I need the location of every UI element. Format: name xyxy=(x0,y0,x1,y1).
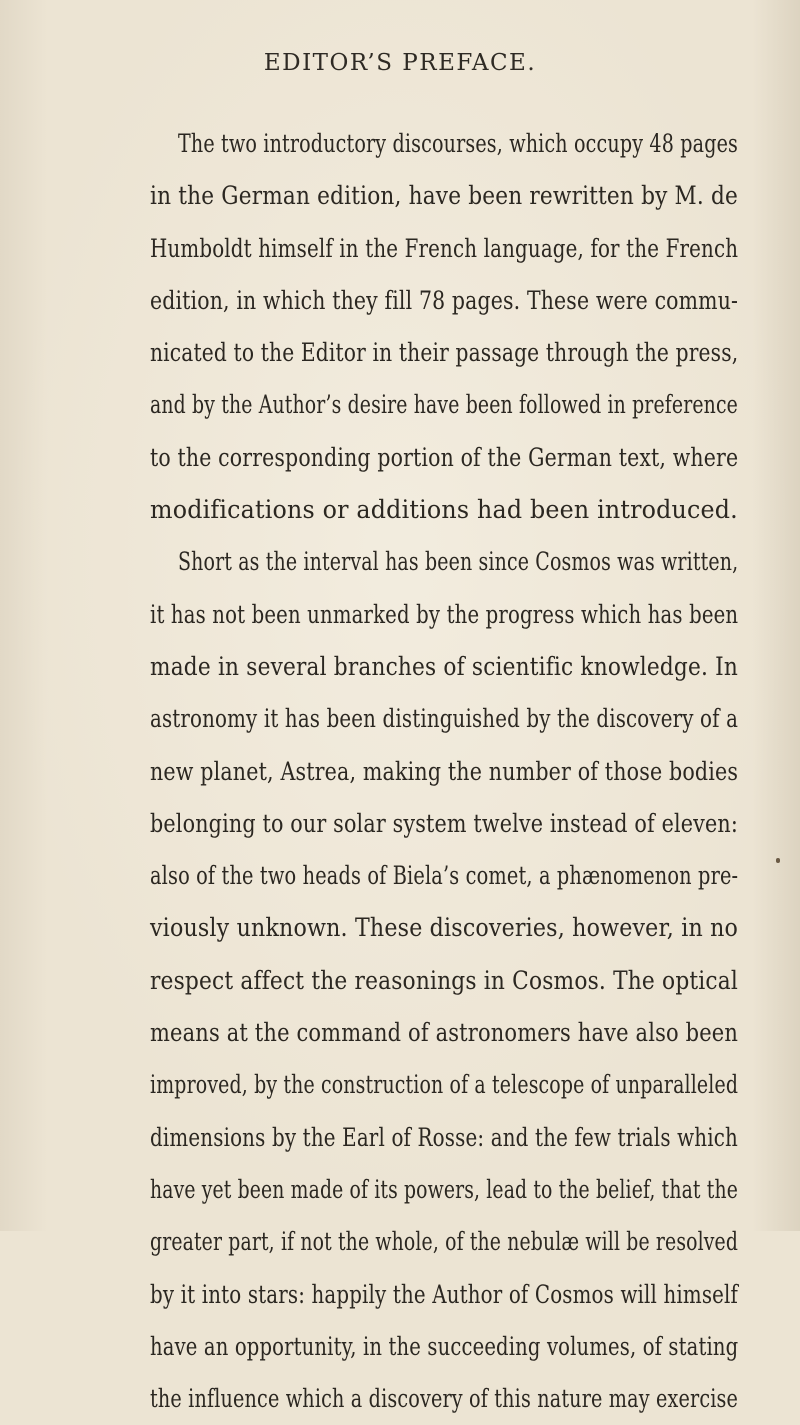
ink-speck xyxy=(776,858,780,863)
text-line: to the corresponding portion of the German text, where xyxy=(150,442,739,473)
text-line: The two introductory discourses, which occupy 48 pages xyxy=(178,129,739,159)
text-line: have an opportunity, in the succeeding volumes, of stating xyxy=(150,1331,739,1362)
text-line: dimensions by the Earl of Rosse: and the few trials which xyxy=(150,1122,738,1153)
text-line: nicated to the Editor in their passage through the press, xyxy=(150,338,739,369)
text-line: belonging to our solar system twelve instead of eleven: xyxy=(150,808,739,839)
text-line: Humboldt himself in the French language, for the French xyxy=(150,233,739,264)
text-line: astronomy it has been distinguished by the discovery of a xyxy=(150,704,739,735)
text-line: in the German edition, have been rewritten by M. de xyxy=(150,181,739,212)
text-line: means at the command of astronomers have also been xyxy=(150,1018,739,1049)
text-line: the influence which a discovery of this nature may exercise xyxy=(150,1384,739,1415)
text-line: it has not been unmarked by the progress which has been xyxy=(150,599,739,630)
text-line: viously unknown. These discoveries, however, in no xyxy=(150,913,739,944)
text-line: made in several branches of scientific knowledge. In xyxy=(150,651,738,682)
text-line: by it into stars: happily the Author of Cosmos will himself xyxy=(150,1279,739,1310)
text-line: new planet, Astrea, making the number of those bodies xyxy=(150,756,739,787)
text-line: respect affect the reasonings in Cosmos. The optical xyxy=(150,965,739,996)
text-line: greater part, if not the whole, of the nebulæ will be resolved xyxy=(150,1227,739,1258)
text-line: also of the two heads of Biela’s comet, a phænomenon pre- xyxy=(150,861,739,892)
text-line: have yet been made of its powers, lead to the belief, that the xyxy=(150,1174,738,1205)
text-line: edition, in which they fill 78 pages. These were commu- xyxy=(150,285,739,316)
body-text xyxy=(150,118,738,1425)
text-line: modifications or additions had been introduced. xyxy=(150,495,738,526)
text-line: and by the Author’s desire have been followed in preference xyxy=(150,390,738,421)
running-head: EDITOR’S PREFACE. xyxy=(263,50,537,76)
text-line: improved, by the construction of a telescope of unparalleled xyxy=(150,1070,739,1101)
text-line: Short as the interval has been since Cosmos was written, xyxy=(178,547,739,578)
